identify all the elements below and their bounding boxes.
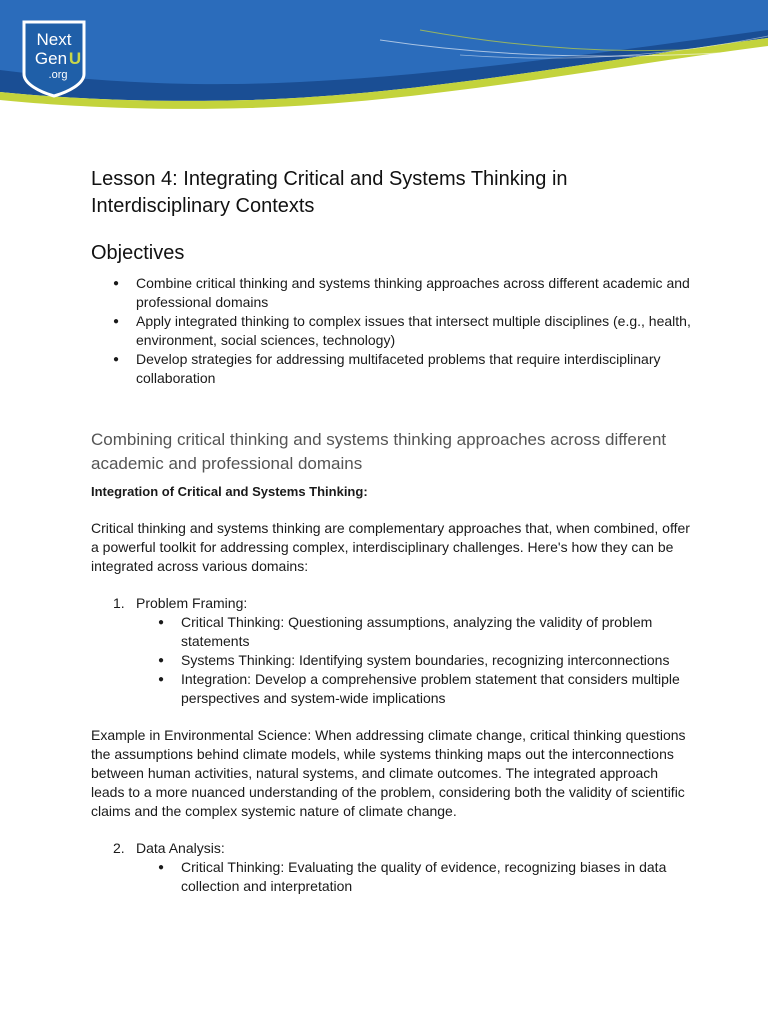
step-bullets: [136, 613, 691, 708]
steps-list: [91, 594, 691, 708]
step-item: [91, 594, 691, 708]
list-item: ● Combine critical thinking and systems thinking approaches across different academic and professional domains: [91, 274, 691, 312]
header-banner: [0, 0, 768, 130]
objectives-list: [91, 274, 691, 388]
integration-label: Integration of Critical and Systems Thinking:: [91, 484, 368, 499]
logo-text-gen: Gen: [34, 49, 68, 68]
step-label: Data Analysis:: [136, 840, 225, 856]
step-number: 2.: [113, 840, 125, 856]
step-label: Problem Framing:: [136, 595, 248, 611]
list-item: ● Systems Thinking: Identifying system boundaries, recognizing interconnections: [136, 651, 691, 670]
logo-text-org: .org: [48, 69, 68, 81]
logo-text-next: Next: [36, 30, 72, 49]
list-item: ● Apply integrated thinking to complex issues that intersect multiple disciplines (e.g., health, environment, social sciences, technology): [91, 312, 691, 350]
page-title: Lesson 4: Integrating Critical and Systems Thinking in Interdisciplinary Contexts: [91, 168, 568, 217]
nextgenu-logo: [20, 18, 88, 98]
step-item: [91, 839, 691, 896]
steps-list-continued: [91, 839, 691, 896]
intro-paragraph: Critical thinking and systems thinking are complementary approaches that, when combined, offer a powerful toolkit for addressing complex, interdisciplinary challenges. Here's how they can be integrated across various domains:: [91, 520, 690, 574]
objectives-heading: Objectives: [91, 242, 185, 264]
logo-text-u: U: [68, 49, 82, 68]
list-item: ● Develop strategies for addressing multifaceted problems that require interdisciplinary collaboration: [91, 350, 691, 388]
list-item: ● Critical Thinking: Questioning assumptions, analyzing the validity of problem statements: [136, 613, 691, 651]
step-number: 1.: [113, 595, 125, 611]
section-heading: Combining critical thinking and systems thinking approaches across different academic and professional domains: [91, 430, 667, 473]
step-bullets: [136, 858, 691, 896]
list-item: ● Critical Thinking: Evaluating the quality of evidence, recognizing biases in data collection and interpretation: [136, 858, 691, 896]
list-item: ● Integration: Develop a comprehensive problem statement that considers multiple perspectives and system-wide implications: [136, 670, 691, 708]
example-paragraph: Example in Environmental Science: When addressing climate change, critical thinking questions the assumptions behind climate models, while systems thinking maps out the interconnections between human activities, natural systems, and climate outcomes. The integrated approach leads to a more nuanced understanding of the problem, considering both the validity of scientific claims and the complex systemic nature of climate change.: [91, 727, 686, 819]
document-content: [91, 166, 691, 914]
